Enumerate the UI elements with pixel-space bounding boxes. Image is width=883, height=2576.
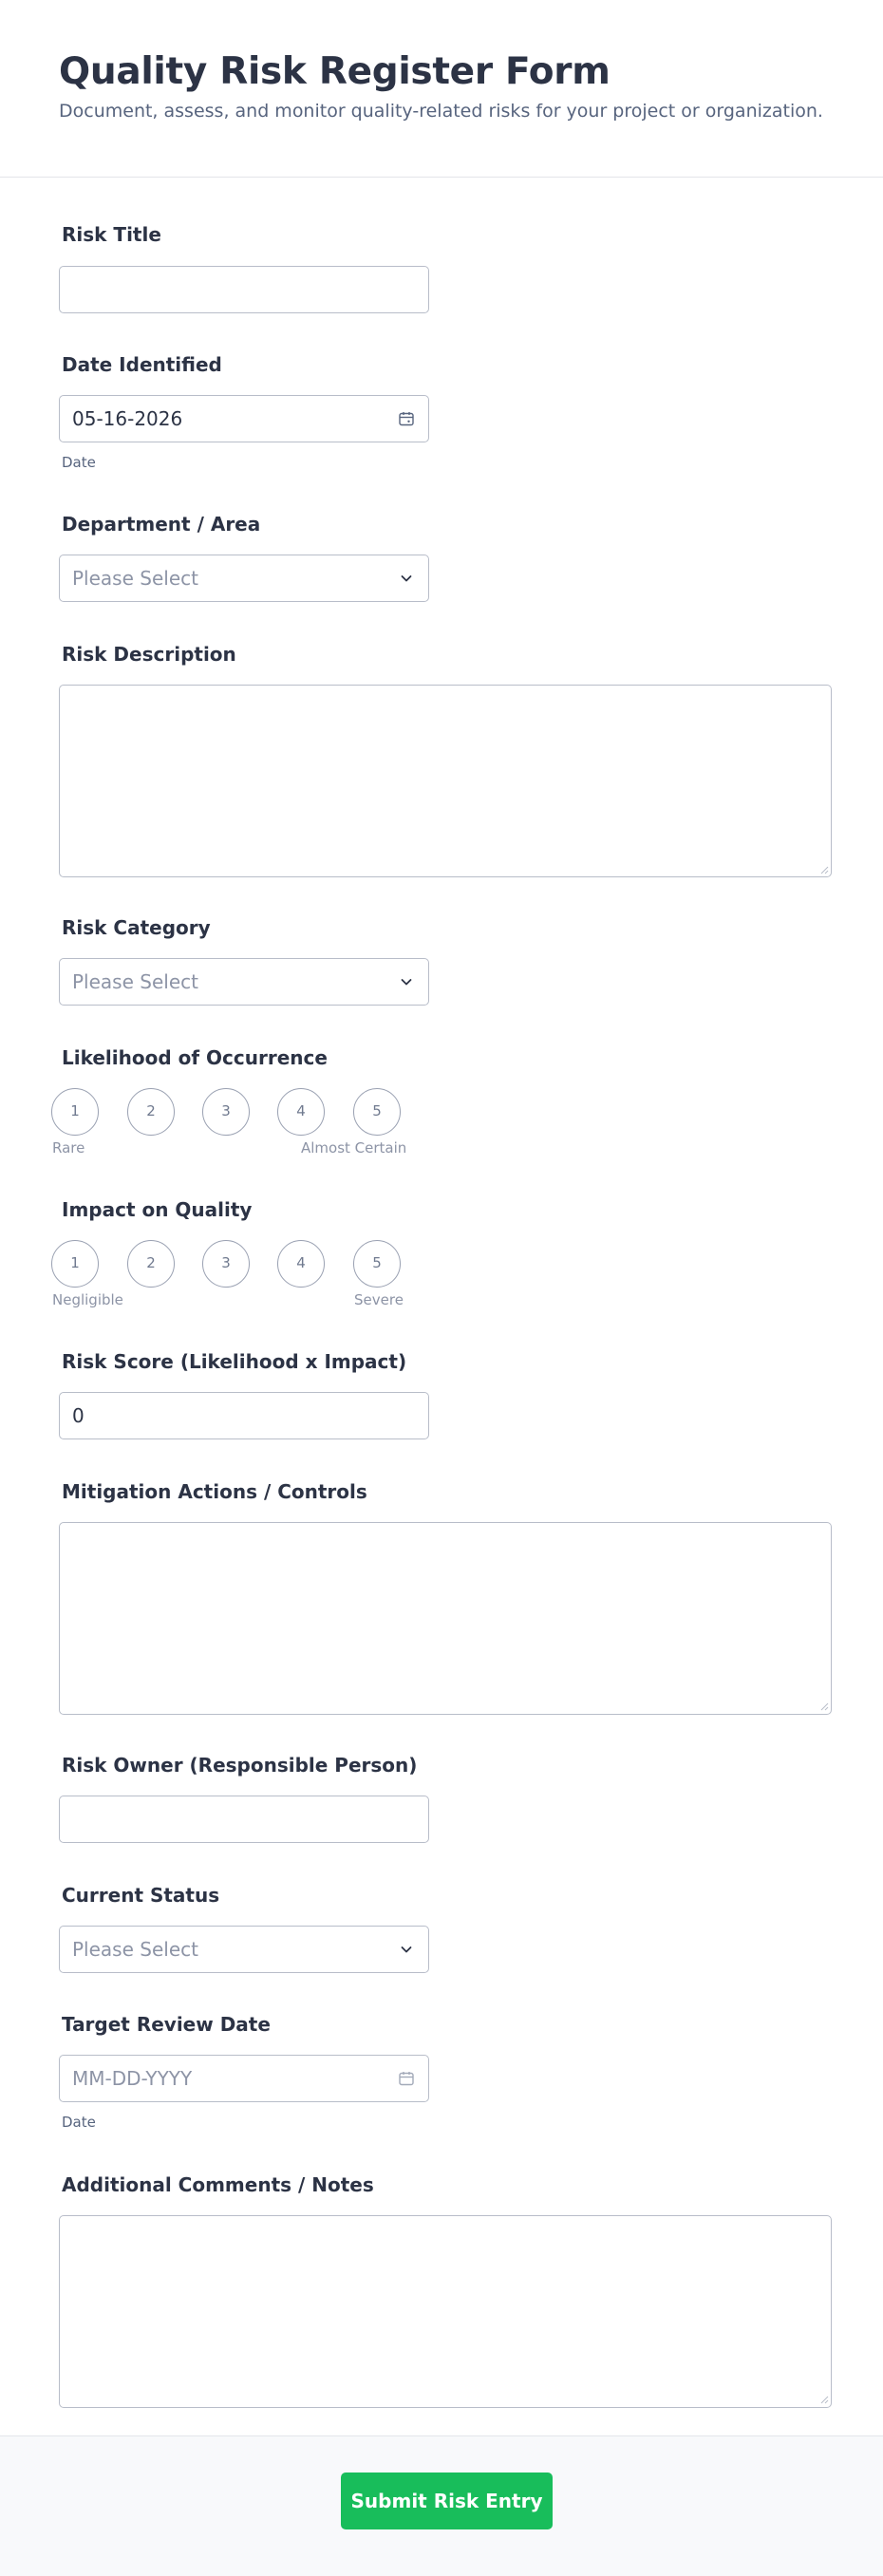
form-header xyxy=(0,0,883,178)
likelihood-option-5[interactable]: 5 xyxy=(353,1088,401,1136)
risk-category-label: Risk Category xyxy=(62,916,211,939)
impact-option-2[interactable]: 2 xyxy=(127,1240,175,1288)
page-subtitle: Document, assess, and monitor quality-related risks for your project or organization. xyxy=(59,101,823,122)
date-identified-sublabel: Date xyxy=(62,454,96,471)
likelihood-label: Likelihood of Occurrence xyxy=(62,1046,328,1069)
mitigation-textarea[interactable] xyxy=(59,1522,832,1715)
impact-option-5[interactable]: 5 xyxy=(353,1240,401,1288)
risk-title-input[interactable] xyxy=(59,266,429,313)
department-placeholder: Please Select xyxy=(72,567,198,590)
target-review-date-sublabel: Date xyxy=(62,2114,96,2131)
impact-max-caption: Severe xyxy=(354,1291,404,1308)
likelihood-max-caption: Almost Certain xyxy=(301,1139,407,1156)
likelihood-option-3[interactable]: 3 xyxy=(202,1088,250,1136)
date-identified-input[interactable] xyxy=(59,395,429,442)
risk-score-label: Risk Score (Likelihood x Impact) xyxy=(62,1350,407,1373)
likelihood-option-2[interactable]: 2 xyxy=(127,1088,175,1136)
chevron-down-icon xyxy=(397,1940,416,1959)
risk-owner-label: Risk Owner (Responsible Person) xyxy=(62,1754,418,1777)
calendar-icon[interactable] xyxy=(397,2069,416,2088)
impact-option-1[interactable]: 1 xyxy=(51,1240,99,1288)
current-status-placeholder: Please Select xyxy=(72,1938,198,1961)
target-review-date-label: Target Review Date xyxy=(62,2013,271,2036)
page-title: Quality Risk Register Form xyxy=(59,50,611,93)
risk-category-placeholder: Please Select xyxy=(72,970,198,993)
current-status-label: Current Status xyxy=(62,1884,220,1907)
risk-score-input[interactable]: 0 xyxy=(59,1392,429,1439)
mitigation-label: Mitigation Actions / Controls xyxy=(62,1480,367,1503)
department-label: Department / Area xyxy=(62,513,261,536)
chevron-down-icon xyxy=(397,972,416,991)
resize-grip-icon[interactable] xyxy=(819,1702,829,1711)
impact-option-4[interactable]: 4 xyxy=(277,1240,325,1288)
department-select[interactable] xyxy=(59,555,429,602)
risk-category-select[interactable] xyxy=(59,958,429,1006)
risk-owner-input[interactable] xyxy=(59,1796,429,1843)
resize-grip-icon[interactable] xyxy=(819,865,829,874)
likelihood-option-1[interactable]: 1 xyxy=(51,1088,99,1136)
current-status-select[interactable] xyxy=(59,1926,429,1973)
calendar-icon[interactable] xyxy=(397,409,416,428)
date-identified-value: 05-16-2026 xyxy=(72,407,183,430)
date-identified-label: Date Identified xyxy=(62,353,222,376)
target-review-date-placeholder: MM-DD-YYYY xyxy=(72,2067,193,2090)
likelihood-option-4[interactable]: 4 xyxy=(277,1088,325,1136)
chevron-down-icon xyxy=(397,569,416,588)
additional-comments-textarea[interactable] xyxy=(59,2215,832,2408)
risk-title-label: Risk Title xyxy=(62,223,161,246)
impact-option-3[interactable]: 3 xyxy=(202,1240,250,1288)
additional-comments-label: Additional Comments / Notes xyxy=(62,2173,374,2196)
impact-min-caption: Negligible xyxy=(52,1291,123,1308)
target-review-date-input[interactable] xyxy=(59,2055,429,2102)
submit-risk-entry-button[interactable]: Submit Risk Entry xyxy=(341,2473,553,2529)
risk-description-textarea[interactable] xyxy=(59,685,832,877)
risk-description-label: Risk Description xyxy=(62,643,236,666)
resize-grip-icon[interactable] xyxy=(819,2395,829,2404)
likelihood-min-caption: Rare xyxy=(52,1139,85,1156)
impact-label: Impact on Quality xyxy=(62,1198,253,1221)
